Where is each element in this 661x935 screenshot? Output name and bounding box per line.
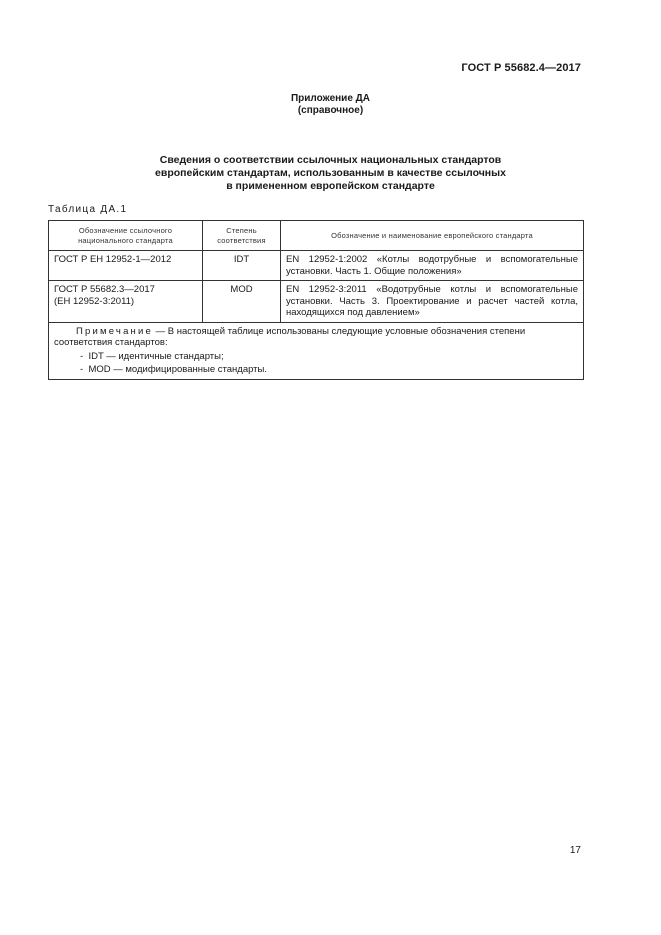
page-number: 17: [569, 845, 581, 856]
cell-european-standard: EN 12952-1:2002 «Котлы водотрубные и вспомогательные установки. Часть 1. Общие положения»: [281, 251, 584, 281]
note-text: — В настоящей таблице использованы следующие условные обозначения степени соответствия стандартов:: [54, 325, 526, 348]
header-national-standard: Обозначение ссылочного национального стандарта: [49, 221, 203, 251]
table-note: [49, 322, 584, 379]
cell-national-standard: [49, 281, 203, 323]
table-header-row: [49, 221, 584, 251]
national-standard-designation: ГОСТ Р 55682.3—2017: [54, 284, 155, 295]
national-standard-equivalent: (ЕН 12952-3:2011): [54, 295, 135, 307]
annex-heading: [0, 93, 661, 117]
table-row: [49, 251, 584, 281]
cell-national-standard: [49, 251, 203, 281]
title-line: в примененном европейском стандарте: [226, 180, 435, 192]
cell-european-standard: EN 12952-3:2011 «Водотрубные котлы и вспомогательные установки. Часть 3. Проектирование и расчет частей котла, находящихся под давлением»: [281, 281, 584, 323]
document-title: [0, 154, 661, 193]
standard-code: ГОСТ Р 55682.4—2017: [461, 62, 581, 74]
table-caption: Таблица ДА.1: [48, 204, 128, 215]
annex-subtitle: (справочное): [297, 105, 364, 116]
note-label: Примечание: [76, 325, 153, 337]
note-paragraph: [54, 326, 578, 349]
header-european-standard: Обозначение и наименование европейского стандарта: [281, 221, 584, 251]
table-row: [49, 281, 584, 323]
cell-degree: IDT: [203, 251, 281, 281]
note-item: - MOD — модифицированные стандарты.: [54, 364, 578, 376]
header-degree: Степень соответствия: [203, 221, 281, 251]
title-line: Сведения о соответствии ссылочных национальных стандартов: [159, 154, 502, 166]
cell-degree: MOD: [203, 281, 281, 323]
title-line: европейским стандартам, использованным в качестве ссылочных: [155, 167, 506, 179]
annex-title: Приложение ДА: [290, 93, 371, 104]
standards-table: [48, 220, 584, 380]
national-standard-designation: ГОСТ Р ЕН 12952-1—2012: [54, 254, 172, 265]
table-note-row: [49, 322, 584, 379]
note-item: - IDT — идентичные стандарты;: [54, 351, 578, 363]
